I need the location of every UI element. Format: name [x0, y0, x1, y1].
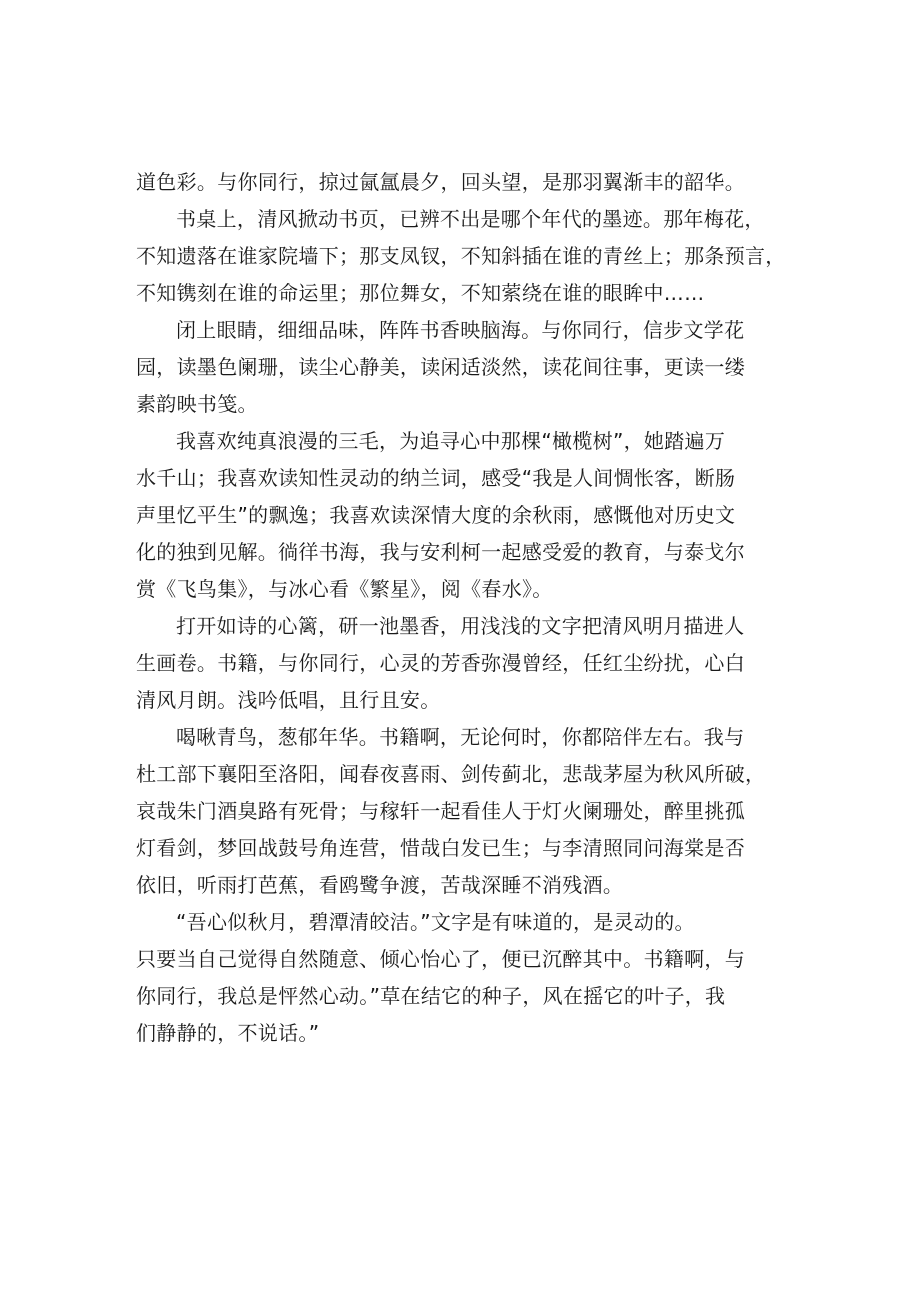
text-line: 书桌上，清风掀动书页，已辨不出是哪个年代的墨迹。那年梅花， [176, 207, 765, 231]
text-line: 打开如诗的心篱，研一池墨香，用浅浅的文字把清风明月描进人 [176, 614, 745, 638]
text-line: 水千山；我喜欢读知性灵动的纳兰词，感受“我是人间惆怅客，断肠 [136, 466, 736, 490]
text-line: 灯看剑，梦回战鼓号角连营，惜哉白发已生；与李清照同问海棠是否 [136, 836, 745, 860]
text-line: 闭上眼睛，细细品味，阵阵书香映脑海。与你同行，信步文学花 [176, 318, 745, 342]
text-line: 只要当自己觉得自然随意、倾心怡心了，便已沉醉其中。书籍啊，与 [136, 947, 745, 971]
text-line: 依旧，听雨打芭蕉，看鸥鹭争渡，苦哉深睡不消残酒。 [136, 873, 624, 897]
text-line: 化的独到见解。徜徉书海，我与安利柯一起感受爱的教育，与泰戈尔 [136, 540, 745, 564]
text-line: 园，读墨色阑珊，读尘心静美，读闲适淡然，读花间往事，更读一缕 [136, 355, 745, 379]
text-line: 不知遗落在谁家院墙下；那支凤钗，不知斜插在谁的青丝上；那条预言， [136, 244, 786, 268]
text-line: 清风月朗。浅吟低唱，且行且安。 [136, 688, 441, 712]
text-line: 喝啾青鸟，葱郁年华。书籍啊，无论何时，你都陪伴左右。我与 [176, 725, 745, 749]
text-line: 素韵映书笺。 [136, 392, 258, 416]
text-line: 们静静的，不说话。” [136, 1021, 320, 1045]
article-body [136, 164, 792, 1052]
text-line: 赏《飞鸟集》，与冰心看《繁星》，阅《春水》。 [136, 577, 553, 601]
text-line: 不知镌刻在谁的命运里；那位舞女，不知萦绕在谁的眼眸中…… [136, 281, 705, 305]
text-line: 你同行，我总是怦然心动。”草在结它的种子，风在摇它的叶子，我 [136, 984, 726, 1008]
text-line: 我喜欢纯真浪漫的三毛，为追寻心中那棵“橄榄树”，她踏遍万 [176, 429, 726, 453]
text-line: 哀哉朱门酒臭路有死骨；与稼轩一起看佳人于灯火阑珊处，醉里挑孤 [136, 799, 745, 823]
text-line: 道色彩。与你同行，掠过氤氲晨夕，回头望，是那羽翼渐丰的韶华。 [136, 170, 745, 194]
text-line: 生画卷。书籍，与你同行，心灵的芳香弥漫曾经，任红尘纷扰，心白 [136, 651, 745, 675]
text-line: 声里忆平生”的飘逸；我喜欢读深情大度的余秋雨，感慨他对历史文 [136, 503, 736, 527]
text-line: “吾心似秋月，碧潭清皎洁。”文字是有味道的，是灵动的。 [176, 910, 695, 934]
text-line: 杜工部下襄阳至洛阳，闻春夜喜雨、剑传蓟北，悲哉茅屋为秋风所破， [136, 762, 766, 786]
